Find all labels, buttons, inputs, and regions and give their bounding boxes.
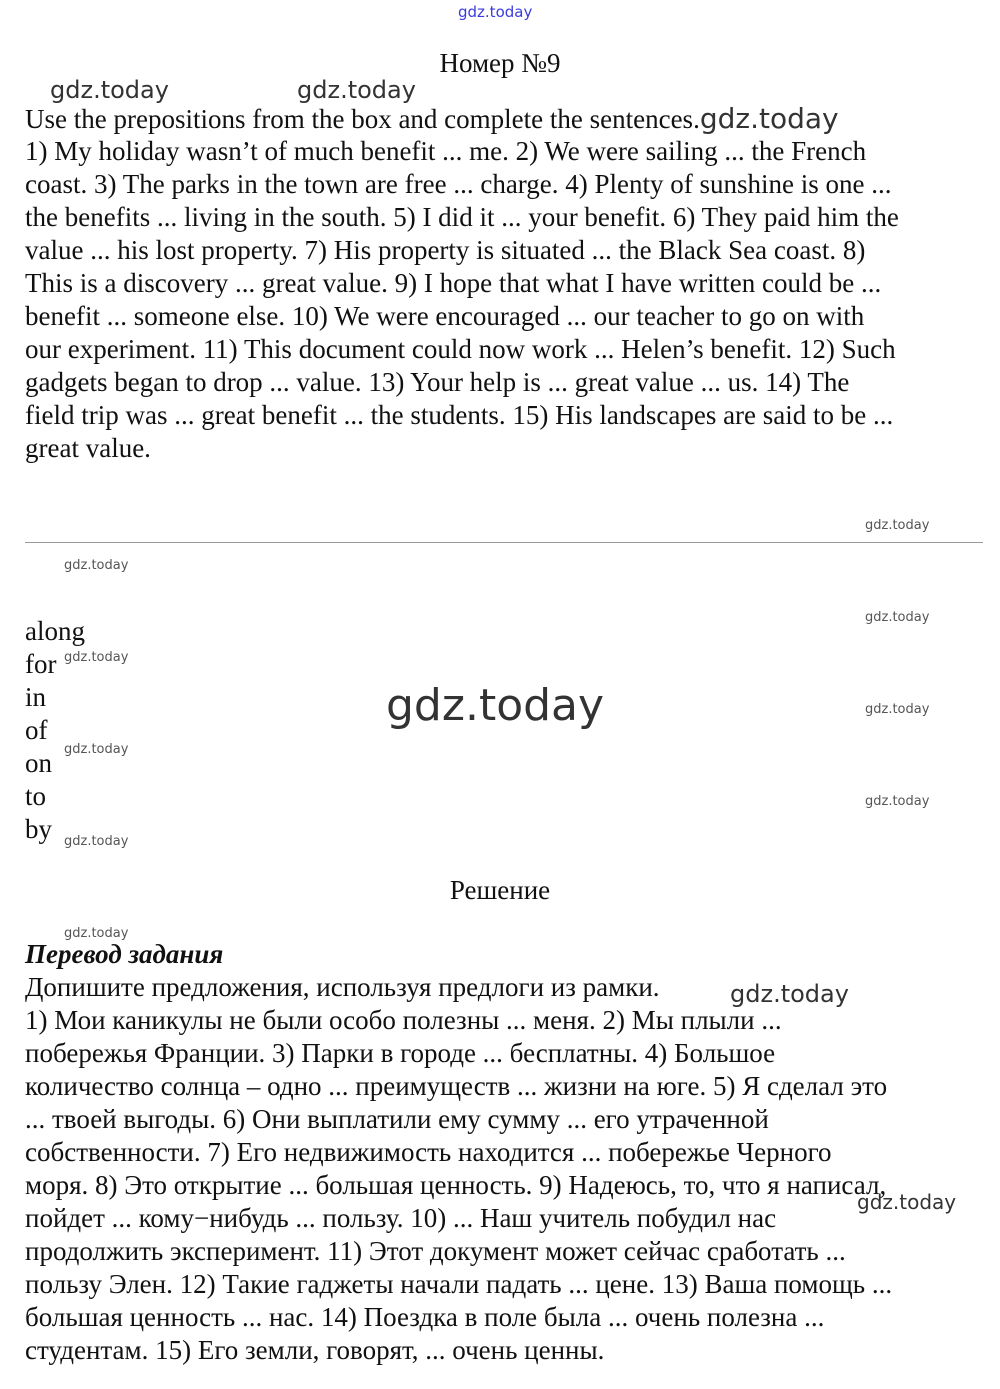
watermark: gdz.today	[297, 76, 416, 104]
solution-line: моря. 8) Это открытие ... большая ценность. 9) Надеюсь, то, что я написал,	[25, 1170, 887, 1200]
solution-line: ... твоей выгоды. 6) Они выплатили ему сумму ... его утраченной	[25, 1104, 769, 1134]
watermark: gdz.today	[730, 980, 849, 1008]
watermark: gdz.today	[865, 794, 930, 809]
page-title: Номер №9	[439, 48, 561, 78]
box-word: along	[25, 616, 85, 646]
task-line: great value.	[25, 433, 151, 463]
watermark: gdz.today	[64, 650, 129, 665]
box-word: in	[25, 682, 47, 712]
solution-line: собственности. 7) Его недвижимость находится ... побережье Черного	[25, 1137, 832, 1167]
watermark: gdz.today	[865, 518, 930, 533]
solution-instruction: Допишите предложения, используя предлоги из рамки.	[25, 972, 660, 1002]
task-line: coast. 3) The parks in the town are free ... charge. 4) Plenty of sunshine is one ...	[25, 169, 892, 199]
solution-line: количество солнца – одно ... преимуществ ... жизни на юге. 5) Я сделал это	[25, 1071, 888, 1101]
instruction-text: Use the prepositions from the box and complete the sentences.	[25, 104, 700, 134]
solution-line: побережья Франции. 3) Парки в городе ... бесплатны. 4) Большое	[25, 1038, 776, 1068]
solution-line: студентам. 15) Его земли, говорят, ... очень ценны.	[25, 1335, 605, 1365]
solution-subheading: Перевод задания	[25, 939, 224, 969]
watermark: gdz.today	[50, 76, 169, 104]
box-word: for	[25, 649, 57, 679]
task-line: This is a discovery ... great value. 9) I hope that what I have written could be ...	[25, 268, 882, 298]
solution-line: продолжить эксперимент. 11) Этот документ может сейчас сработать ...	[25, 1236, 846, 1266]
task-line: benefit ... someone else. 10) We were encouraged ... our teacher to go on with	[25, 301, 865, 331]
solution-line: большая ценность ... нас. 14) Поездка в поле была ... очень полезна ...	[25, 1302, 825, 1332]
task-line: gadgets began to drop ... value. 13) Your help is ... great value ... us. 14) The	[25, 367, 850, 397]
watermark: gdz.today	[386, 680, 605, 731]
box-word: to	[25, 781, 47, 811]
task-line: 1) My holiday wasn’t of much benefit ... me. 2) We were sailing ... the French	[25, 136, 867, 166]
task-line: field trip was ... great benefit ... the students. 15) His landscapes are said to be ...	[25, 400, 894, 430]
watermark: gdz.today	[857, 1190, 957, 1214]
divider	[25, 542, 983, 543]
task-instruction	[25, 102, 839, 136]
watermark: gdz.today	[64, 926, 129, 941]
box-word: by	[25, 814, 52, 844]
task-line: value ... his lost property. 7) His property is situated ... the Black Sea coast. 8)	[25, 235, 866, 265]
solution-line: 1) Мои каникулы не были особо полезны ... меня. 2) Мы плыли ...	[25, 1005, 782, 1035]
watermark: gdz.today	[458, 3, 533, 21]
task-line: the benefits ... living in the south. 5) I did it ... your benefit. 6) They paid him the	[25, 202, 899, 232]
watermark: gdz.today	[64, 834, 129, 849]
solution-heading: Решение	[449, 875, 551, 905]
watermark: gdz.today	[865, 702, 930, 717]
box-word: on	[25, 748, 52, 778]
solution-line: пользу Элен. 12) Такие гаджеты начали падать ... цене. 13) Ваша помощь ...	[25, 1269, 893, 1299]
watermark: gdz.today	[699, 102, 839, 135]
box-word: of	[25, 715, 48, 745]
task-line: our experiment. 11) This document could now work ... Helen’s benefit. 12) Such	[25, 334, 896, 364]
watermark: gdz.today	[865, 610, 930, 625]
watermark: gdz.today	[64, 742, 129, 757]
solution-line: пойдет ... кому−нибудь ... пользу. 10) ... Наш учитель побудил нас	[25, 1203, 777, 1233]
watermark: gdz.today	[64, 558, 129, 573]
